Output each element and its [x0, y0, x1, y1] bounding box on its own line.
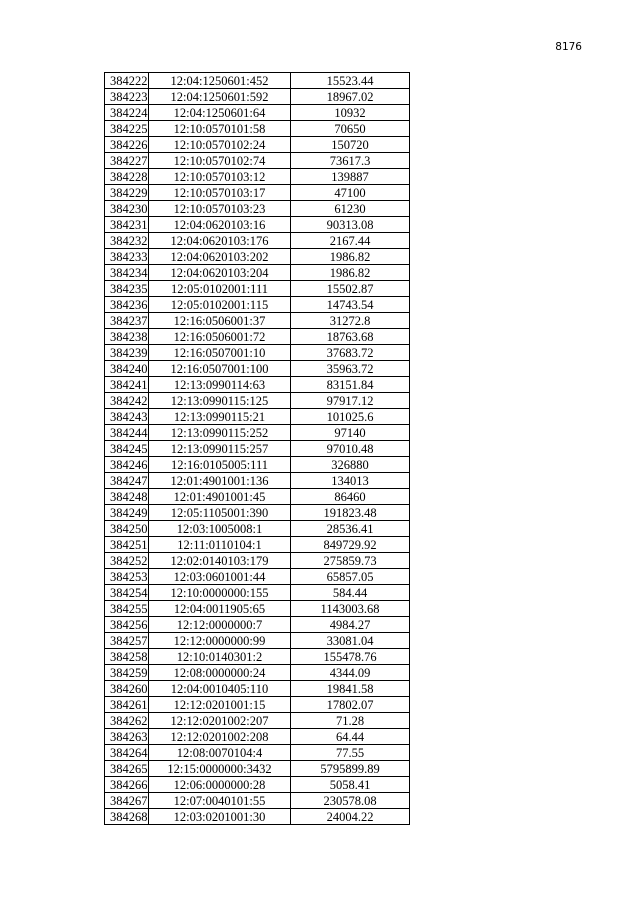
- table-row: [105, 393, 410, 409]
- value-cell: 97140: [291, 425, 410, 441]
- row-id-cell: 384226: [105, 137, 149, 153]
- row-id-cell: 384222: [105, 73, 149, 89]
- table-row: [105, 377, 410, 393]
- table-row: [105, 137, 410, 153]
- row-id-cell: 384266: [105, 777, 149, 793]
- cadastral-number-cell: 12:10:0570103:12: [149, 169, 291, 185]
- cadastral-number-cell: 12:05:0102001:111: [149, 281, 291, 297]
- table-row: [105, 553, 410, 569]
- value-cell: 71.28: [291, 713, 410, 729]
- value-cell: 101025.6: [291, 409, 410, 425]
- cadastral-number-cell: 12:04:0011905:65: [149, 601, 291, 617]
- table-row: [105, 569, 410, 585]
- table-row: [105, 425, 410, 441]
- cadastral-number-cell: 12:13:0990115:125: [149, 393, 291, 409]
- row-id-cell: 384268: [105, 809, 149, 825]
- row-id-cell: 384261: [105, 697, 149, 713]
- cadastral-number-cell: 12:12:0201001:15: [149, 697, 291, 713]
- row-id-cell: 384246: [105, 457, 149, 473]
- cadastral-number-cell: 12:04:0010405:110: [149, 681, 291, 697]
- row-id-cell: 384263: [105, 729, 149, 745]
- table-row: [105, 713, 410, 729]
- row-id-cell: 384250: [105, 521, 149, 537]
- cadastral-number-cell: 12:08:0000000:24: [149, 665, 291, 681]
- cadastral-number-cell: 12:04:1250601:64: [149, 105, 291, 121]
- value-cell: 4984.27: [291, 617, 410, 633]
- cadastral-number-cell: 12:13:0990114:63: [149, 377, 291, 393]
- table-row: [105, 105, 410, 121]
- value-cell: 28536.41: [291, 521, 410, 537]
- table-row: [105, 185, 410, 201]
- value-cell: 14743.54: [291, 297, 410, 313]
- row-id-cell: 384249: [105, 505, 149, 521]
- row-id-cell: 384257: [105, 633, 149, 649]
- value-cell: 61230: [291, 201, 410, 217]
- table-row: [105, 745, 410, 761]
- cadastral-number-cell: 12:11:0110104:1: [149, 537, 291, 553]
- value-cell: 4344.09: [291, 665, 410, 681]
- row-id-cell: 384240: [105, 361, 149, 377]
- value-cell: 191823.48: [291, 505, 410, 521]
- row-id-cell: 384242: [105, 393, 149, 409]
- cadastral-number-cell: 12:03:0601001:44: [149, 569, 291, 585]
- table-row: [105, 665, 410, 681]
- table-row: [105, 809, 410, 825]
- cadastral-number-cell: 12:10:0570103:17: [149, 185, 291, 201]
- data-table: [104, 72, 410, 825]
- value-cell: 33081.04: [291, 633, 410, 649]
- value-cell: 326880: [291, 457, 410, 473]
- row-id-cell: 384235: [105, 281, 149, 297]
- row-id-cell: 384225: [105, 121, 149, 137]
- row-id-cell: 384223: [105, 89, 149, 105]
- cadastral-number-cell: 12:10:0570103:23: [149, 201, 291, 217]
- value-cell: 1986.82: [291, 265, 410, 281]
- value-cell: 849729.92: [291, 537, 410, 553]
- table-row: [105, 473, 410, 489]
- table-row: [105, 505, 410, 521]
- table-row: [105, 73, 410, 89]
- cadastral-number-cell: 12:10:0000000:155: [149, 585, 291, 601]
- value-cell: 31272.8: [291, 313, 410, 329]
- row-id-cell: 384260: [105, 681, 149, 697]
- value-cell: 10932: [291, 105, 410, 121]
- cadastral-number-cell: 12:12:0201002:207: [149, 713, 291, 729]
- value-cell: 230578.08: [291, 793, 410, 809]
- value-cell: 18763.68: [291, 329, 410, 345]
- value-cell: 155478.76: [291, 649, 410, 665]
- table-row: [105, 249, 410, 265]
- value-cell: 5058.41: [291, 777, 410, 793]
- cadastral-number-cell: 12:04:1250601:592: [149, 89, 291, 105]
- value-cell: 1986.82: [291, 249, 410, 265]
- row-id-cell: 384241: [105, 377, 149, 393]
- row-id-cell: 384264: [105, 745, 149, 761]
- row-id-cell: 384259: [105, 665, 149, 681]
- row-id-cell: 384228: [105, 169, 149, 185]
- cadastral-number-cell: 12:10:0140301:2: [149, 649, 291, 665]
- cadastral-number-cell: 12:06:0000000:28: [149, 777, 291, 793]
- row-id-cell: 384258: [105, 649, 149, 665]
- row-id-cell: 384262: [105, 713, 149, 729]
- value-cell: 90313.08: [291, 217, 410, 233]
- row-id-cell: 384227: [105, 153, 149, 169]
- table-row: [105, 313, 410, 329]
- table-row: [105, 265, 410, 281]
- value-cell: 86460: [291, 489, 410, 505]
- table-row: [105, 601, 410, 617]
- cadastral-number-cell: 12:12:0201002:208: [149, 729, 291, 745]
- cadastral-number-cell: 12:05:1105001:390: [149, 505, 291, 521]
- table-row: [105, 521, 410, 537]
- table-row: [105, 297, 410, 313]
- table-row: [105, 217, 410, 233]
- value-cell: 64.44: [291, 729, 410, 745]
- cadastral-number-cell: 12:10:0570101:58: [149, 121, 291, 137]
- table-row: [105, 329, 410, 345]
- row-id-cell: 384229: [105, 185, 149, 201]
- value-cell: 134013: [291, 473, 410, 489]
- row-id-cell: 384238: [105, 329, 149, 345]
- value-cell: 275859.73: [291, 553, 410, 569]
- cadastral-number-cell: 12:04:0620103:202: [149, 249, 291, 265]
- row-id-cell: 384251: [105, 537, 149, 553]
- cadastral-number-cell: 12:10:0570102:24: [149, 137, 291, 153]
- row-id-cell: 384255: [105, 601, 149, 617]
- cadastral-number-cell: 12:10:0570102:74: [149, 153, 291, 169]
- row-id-cell: 384230: [105, 201, 149, 217]
- row-id-cell: 384256: [105, 617, 149, 633]
- cadastral-number-cell: 12:04:0620103:204: [149, 265, 291, 281]
- table-row: [105, 89, 410, 105]
- table-row: [105, 697, 410, 713]
- row-id-cell: 384267: [105, 793, 149, 809]
- cadastral-number-cell: 12:13:0990115:252: [149, 425, 291, 441]
- table-row: [105, 537, 410, 553]
- table-row: [105, 457, 410, 473]
- value-cell: 70650: [291, 121, 410, 137]
- value-cell: 150720: [291, 137, 410, 153]
- row-id-cell: 384253: [105, 569, 149, 585]
- row-id-cell: 384252: [105, 553, 149, 569]
- cadastral-number-cell: 12:13:0990115:257: [149, 441, 291, 457]
- cadastral-number-cell: 12:16:0506001:72: [149, 329, 291, 345]
- cadastral-number-cell: 12:16:0507001:10: [149, 345, 291, 361]
- value-cell: 37683.72: [291, 345, 410, 361]
- cadastral-number-cell: 12:02:0140103:179: [149, 553, 291, 569]
- cadastral-number-cell: 12:04:0620103:176: [149, 233, 291, 249]
- value-cell: 15502.87: [291, 281, 410, 297]
- table-row: [105, 585, 410, 601]
- table-row: [105, 649, 410, 665]
- value-cell: 19841.58: [291, 681, 410, 697]
- value-cell: 584.44: [291, 585, 410, 601]
- row-id-cell: 384244: [105, 425, 149, 441]
- table-row: [105, 441, 410, 457]
- cadastral-number-cell: 12:16:0507001:100: [149, 361, 291, 377]
- cadastral-number-cell: 12:07:0040101:55: [149, 793, 291, 809]
- value-cell: 15523.44: [291, 73, 410, 89]
- value-cell: 97010.48: [291, 441, 410, 457]
- value-cell: 97917.12: [291, 393, 410, 409]
- row-id-cell: 384236: [105, 297, 149, 313]
- row-id-cell: 384254: [105, 585, 149, 601]
- cadastral-number-cell: 12:16:0506001:37: [149, 313, 291, 329]
- cadastral-number-cell: 12:05:0102001:115: [149, 297, 291, 313]
- cadastral-number-cell: 12:12:0000000:7: [149, 617, 291, 633]
- value-cell: 17802.07: [291, 697, 410, 713]
- cadastral-number-cell: 12:03:0201001:30: [149, 809, 291, 825]
- table-row: [105, 777, 410, 793]
- row-id-cell: 384232: [105, 233, 149, 249]
- page-number: 8176: [555, 41, 582, 53]
- table-body: [105, 73, 410, 825]
- table-row: [105, 345, 410, 361]
- value-cell: 5795899.89: [291, 761, 410, 777]
- cadastral-number-cell: 12:12:0000000:99: [149, 633, 291, 649]
- table-row: [105, 681, 410, 697]
- row-id-cell: 384234: [105, 265, 149, 281]
- table-row: [105, 169, 410, 185]
- table-row: [105, 201, 410, 217]
- cadastral-number-cell: 12:04:0620103:16: [149, 217, 291, 233]
- table-row: [105, 761, 410, 777]
- value-cell: 2167.44: [291, 233, 410, 249]
- table-row: [105, 617, 410, 633]
- row-id-cell: 384248: [105, 489, 149, 505]
- value-cell: 77.55: [291, 745, 410, 761]
- value-cell: 73617.3: [291, 153, 410, 169]
- table-row: [105, 489, 410, 505]
- row-id-cell: 384224: [105, 105, 149, 121]
- row-id-cell: 384245: [105, 441, 149, 457]
- cadastral-number-cell: 12:04:1250601:452: [149, 73, 291, 89]
- cadastral-number-cell: 12:15:0000000:3432: [149, 761, 291, 777]
- table-row: [105, 793, 410, 809]
- value-cell: 139887: [291, 169, 410, 185]
- row-id-cell: 384237: [105, 313, 149, 329]
- row-id-cell: 384265: [105, 761, 149, 777]
- table-row: [105, 153, 410, 169]
- cadastral-number-cell: 12:01:4901001:45: [149, 489, 291, 505]
- row-id-cell: 384243: [105, 409, 149, 425]
- row-id-cell: 384233: [105, 249, 149, 265]
- value-cell: 47100: [291, 185, 410, 201]
- table-row: [105, 409, 410, 425]
- value-cell: 35963.72: [291, 361, 410, 377]
- row-id-cell: 384231: [105, 217, 149, 233]
- value-cell: 18967.02: [291, 89, 410, 105]
- row-id-cell: 384247: [105, 473, 149, 489]
- table-row: [105, 633, 410, 649]
- cadastral-number-cell: 12:16:0105005:111: [149, 457, 291, 473]
- table-row: [105, 361, 410, 377]
- cadastral-number-cell: 12:13:0990115:21: [149, 409, 291, 425]
- table-row: [105, 729, 410, 745]
- cadastral-number-cell: 12:03:1005008:1: [149, 521, 291, 537]
- value-cell: 83151.84: [291, 377, 410, 393]
- cadastral-number-cell: 12:01:4901001:136: [149, 473, 291, 489]
- cadastral-number-cell: 12:08:0070104:4: [149, 745, 291, 761]
- table-row: [105, 121, 410, 137]
- table-row: [105, 233, 410, 249]
- table-row: [105, 281, 410, 297]
- value-cell: 24004.22: [291, 809, 410, 825]
- value-cell: 65857.05: [291, 569, 410, 585]
- row-id-cell: 384239: [105, 345, 149, 361]
- value-cell: 1143003.68: [291, 601, 410, 617]
